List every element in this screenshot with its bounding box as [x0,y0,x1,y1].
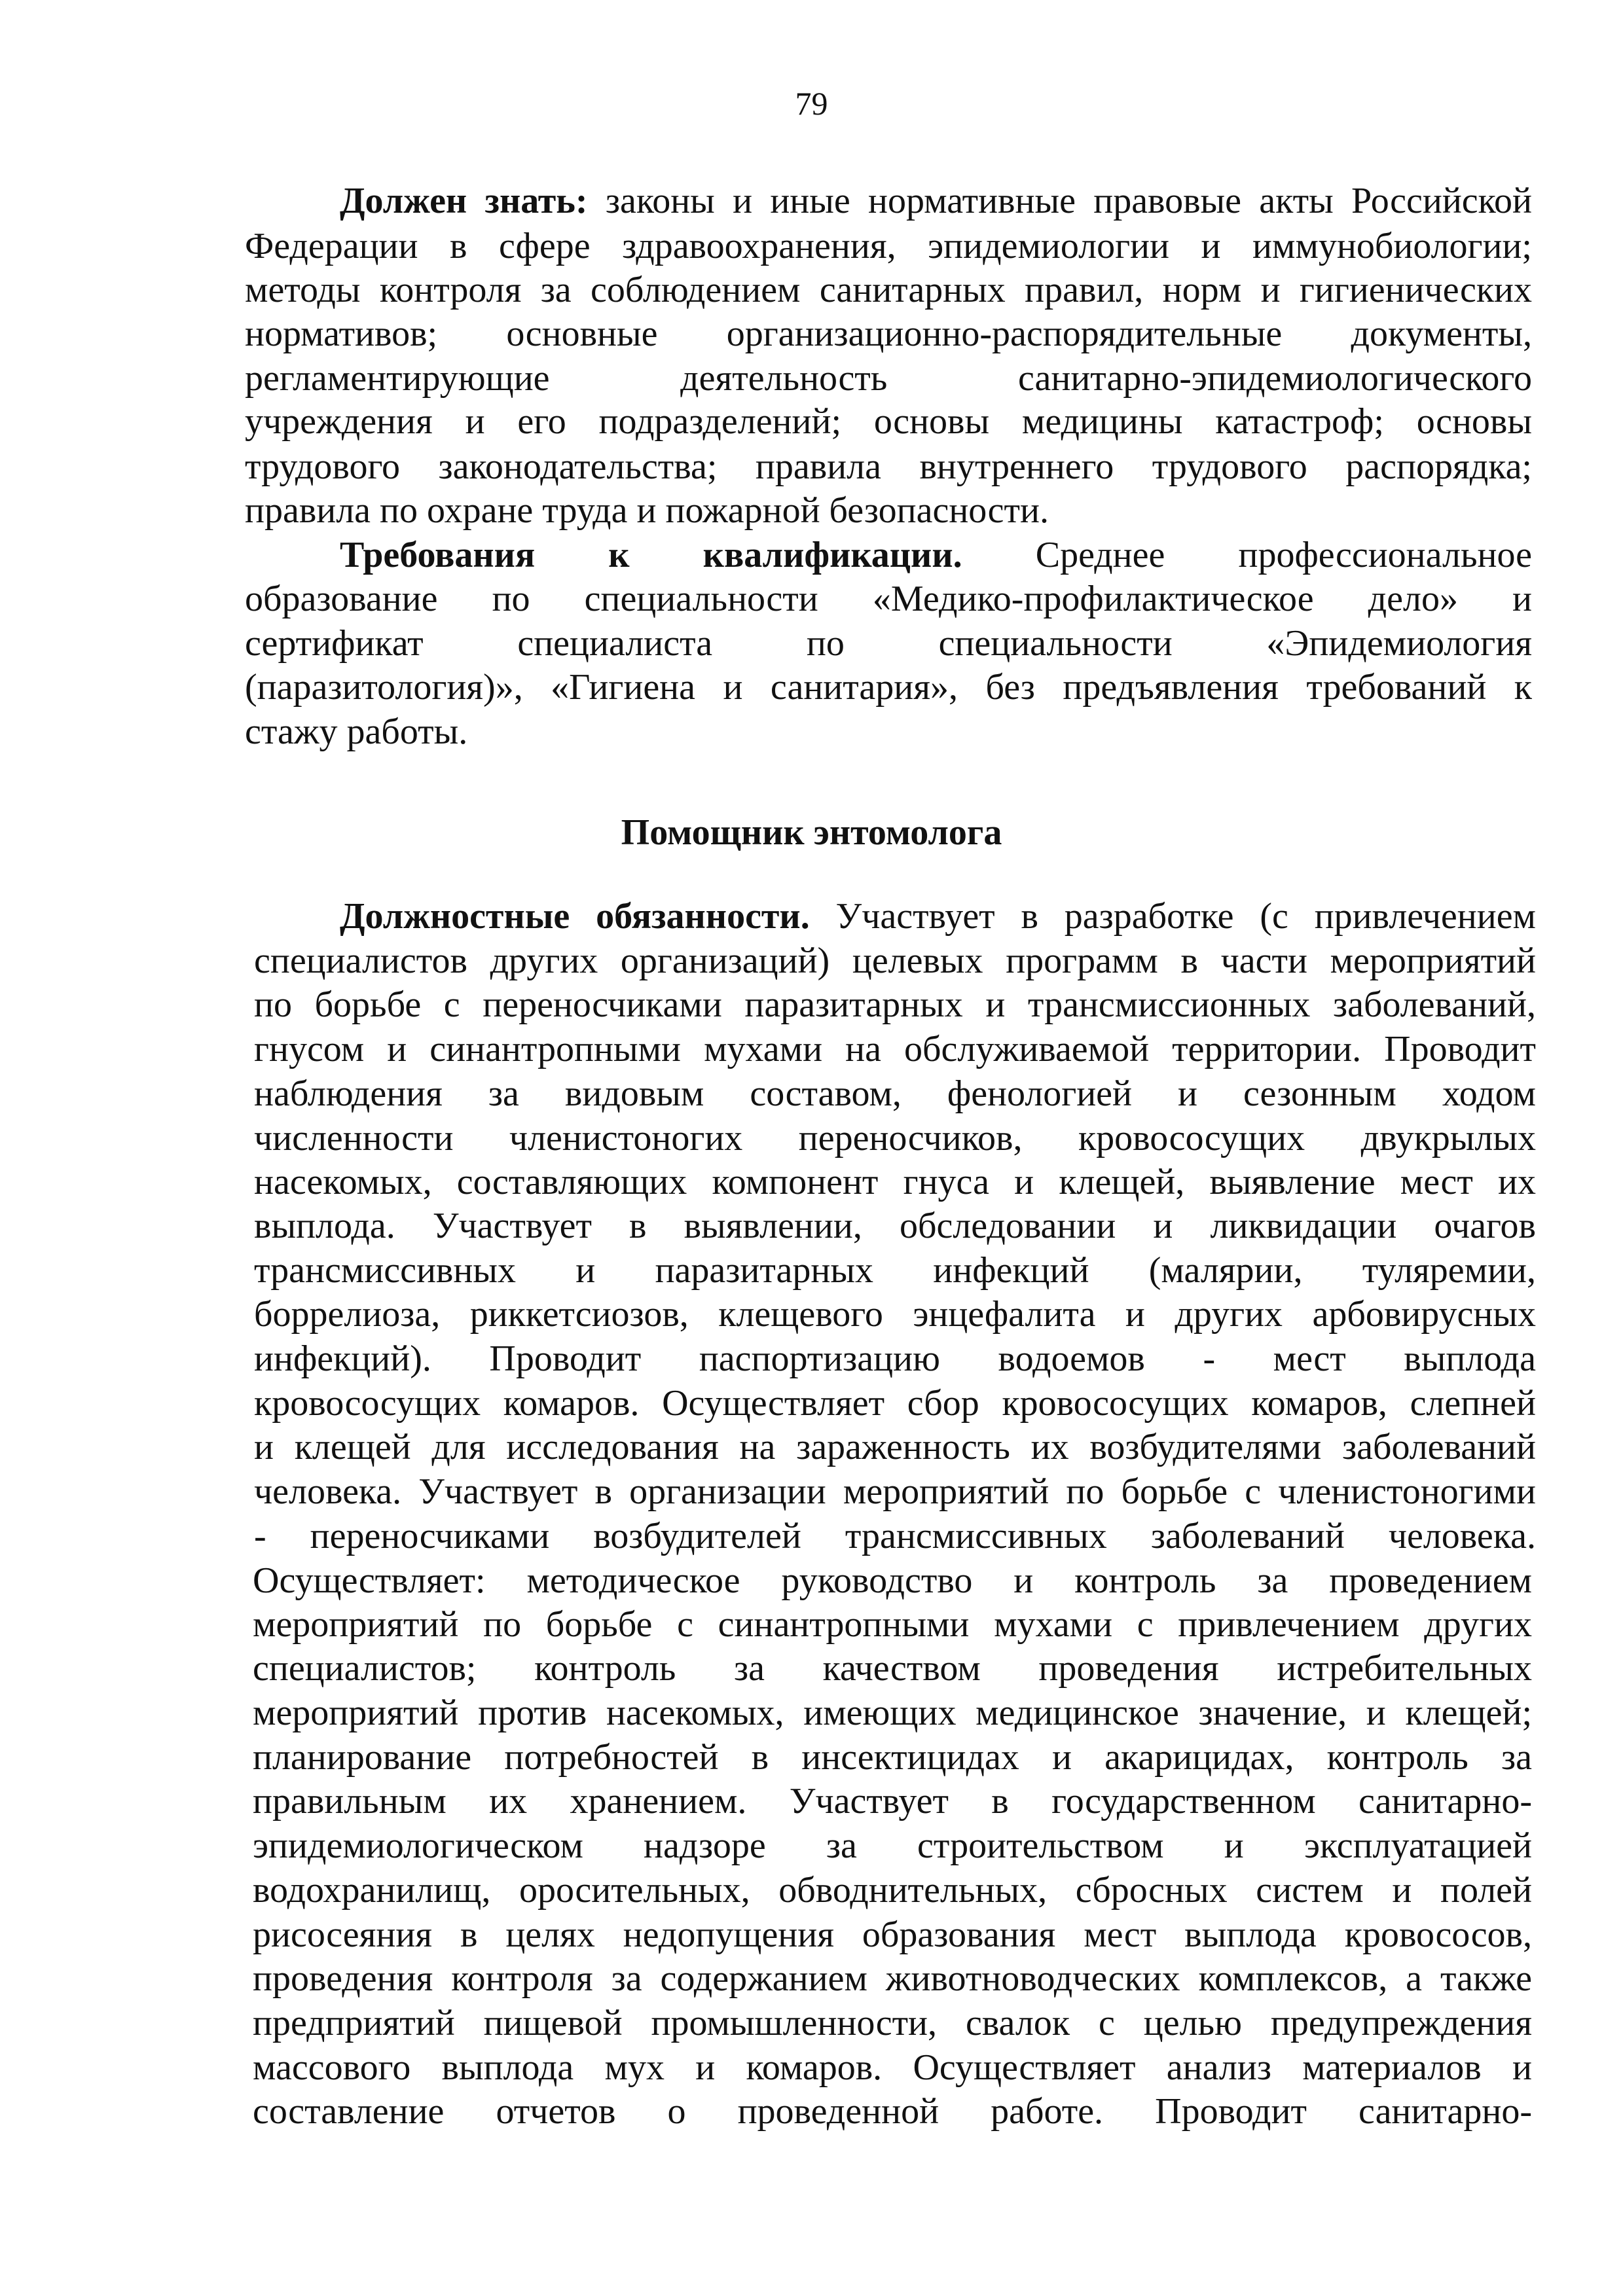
paragraph-line: нормативов; основные организационно-распорядительные документы, [245,314,1532,354]
paragraph-line: Должен знать: законы и иные нормативные правовые акты Российской [340,181,1532,221]
paragraph-line: стажу работы. [245,711,468,752]
paragraph-line: наблюдения за видовым составом, фенологией и сезонным ходом [254,1073,1536,1114]
paragraph-line: сертификат специалиста по специальности «Эпидемиология [245,623,1532,664]
lead-duties: Должностные обязанности. [340,896,810,937]
paragraph-line: человека. Участвует в организации мероприятий по борьбе с членистоногими [254,1471,1536,1512]
paragraph-line: трансмиссивных и паразитарных инфекций (малярии, туляремии, [254,1250,1536,1291]
paragraph-line: и клещей для исследования на зараженность их возбудителями заболеваний [254,1427,1536,1467]
paragraph-line: специалистов; контроль за качеством проведения истребительных [253,1648,1532,1689]
paragraph-line: планирование потребностей в инсектицидах и акарицидах, контроль за [253,1737,1532,1778]
paragraph-line: регламентирующие деятельность санитарно-эпидемиологического [245,358,1532,399]
paragraph-line: Осуществляет: методическое руководство и контроль за проведением [253,1560,1532,1601]
paragraph-line: массового выплода мух и комаров. Осуществляет анализ материалов и [253,2047,1532,2088]
paragraph-line: инфекций). Проводит паспортизацию водоемов - мест выплода [254,1338,1536,1379]
paragraph-line: (паразитология)», «Гигиена и санитария», без предъявления требований к [245,667,1532,708]
paragraph-line: насекомых, составляющих компонент гнуса и клещей, выявление мест их [254,1162,1536,1202]
paragraph-line: предприятий пищевой промышленности, свалок с целью предупреждения [253,2003,1532,2043]
page-number: 79 [795,85,828,122]
paragraph-line: водохранилищ, оросительных, обводнительных, сбросных систем и полей [253,1870,1532,1910]
paragraph-line: составление отчетов о проведенной работе. Проводит санитарно- [253,2091,1532,2132]
paragraph-line: Требования к квалификации. Среднее профессиональное [340,535,1532,575]
paragraph-line: рисосеяния в целях недопущения образования мест выплода кровососов, [253,1914,1532,1955]
paragraph-line: проведения контроля за содержанием животноводческих комплексов, а также [253,1958,1532,1999]
paragraph-line: правила по охране труда и пожарной безопасности. [245,490,1049,531]
paragraph-line: методы контроля за соблюдением санитарных правил, норм и гигиенических [245,270,1532,310]
paragraph-line: - переносчиками возбудителей трансмиссивных заболеваний человека. [254,1516,1536,1556]
lead-qualification: Требования к квалификации. [340,535,962,575]
paragraph-line: кровососущих комаров. Осуществляет сбор кровососущих комаров, слепней [254,1383,1536,1424]
paragraph-line: трудового законодательства; правила внутреннего трудового распорядка; [245,446,1532,487]
paragraph-line: специалистов других организаций) целевых программ в части мероприятий [254,941,1536,981]
paragraph-line: мероприятий по борьбе с синантропными мухами с привлечением других [253,1604,1532,1645]
paragraph-line: Федерации в сфере здравоохранения, эпидемиологии и иммунобиологии; [245,226,1532,266]
lead-must-know: Должен знать: [340,181,588,221]
paragraph-line: учреждения и его подразделений; основы медицины катастроф; основы [245,401,1532,442]
paragraph-line: правильным их хранением. Участвует в государственном санитарно- [253,1781,1532,1821]
paragraph-line: по борьбе с переносчиками паразитарных и трансмиссионных заболеваний, [254,984,1536,1025]
paragraph-line: образование по специальности «Медико-профилактическое дело» и [245,579,1532,619]
section-heading: Помощник энтомолога [621,812,1002,853]
paragraph-line: эпидемиологическом надзоре за строительством и эксплуатацией [253,1825,1532,1866]
paragraph-line: выплода. Участвует в выявлении, обследовании и ликвидации очагов [254,1206,1536,1246]
paragraph-line: мероприятий против насекомых, имеющих медицинское значение, и клещей; [253,1693,1532,1733]
paragraph-line: боррелиоза, риккетсиозов, клещевого энцефалита и других арбовирусных [254,1294,1536,1335]
paragraph-line: гнусом и синантропными мухами на обслуживаемой территории. Проводит [254,1029,1536,1069]
paragraph-line: численности членистоногих переносчиков, кровососущих двукрылых [254,1118,1536,1158]
paragraph-line: Должностные обязанности. Участвует в разработке (с привлечением [340,896,1536,937]
